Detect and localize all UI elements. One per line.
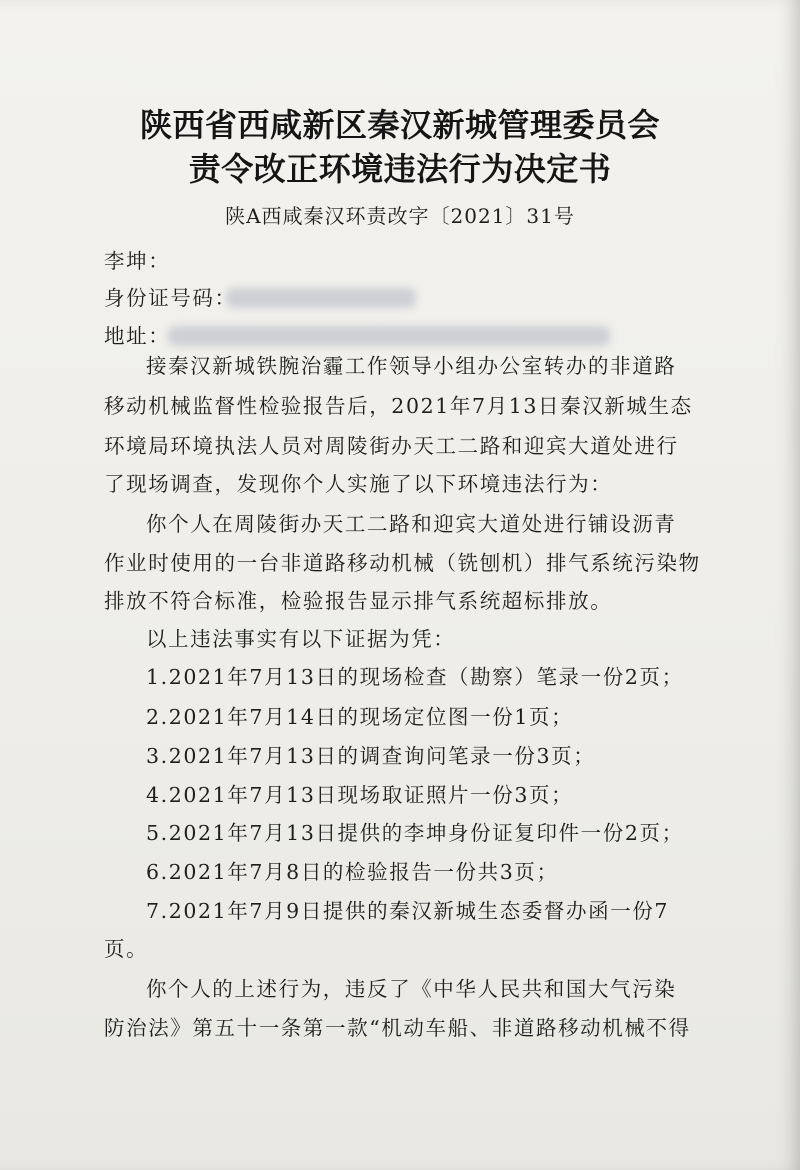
redacted-id-number [226,288,416,308]
body-line-3: 环境局环境执法人员对周陵街办天工二路和迎宾大道处进行 [104,434,679,458]
evidence-item-5: 5.2021年7月13日提供的李坤身份证复印件一份2页； [146,821,684,845]
redacted-address [168,326,610,346]
id-number-label: 身份证号码： [104,286,237,310]
violation-line-2: 防治法》第五十一条第一款“机动车船、非道路移动机械不得 [104,1016,691,1040]
body-line-7: 排放不符合标准，检验报告显示排气系统超标排放。 [104,589,613,613]
evidence-item-3: 3.2021年7月13日的调查询问笔录一份3页； [146,744,596,768]
evidence-item-2: 2.2021年7月14日的现场定位图一份1页； [146,705,574,729]
evidence-intro: 以上违法事实有以下证据为凭： [146,627,456,651]
evidence-item-1: 1.2021年7月13日的现场检查（勘察）笔录一份2页； [146,665,684,689]
evidence-item-7: 7.2021年7月9日提供的秦汉新城生态委督办函一份7 [146,899,670,923]
address-label: 地址： [104,324,171,348]
body-line-2: 移动机械监督性检验报告后，2021年7月13日秦汉新城生态 [104,394,693,418]
body-line-5: 你个人在周陵街办天工二路和迎宾大道处进行铺设沥青 [146,512,677,536]
document-number: 陕A西咸秦汉环责改字〔2021〕31号 [225,204,575,228]
evidence-item-7-cont: 页。 [104,937,149,961]
document-title-line2: 责令改正环境违法行为决定书 [188,150,612,188]
name-label: 李坤： [104,249,171,273]
evidence-item-4: 4.2021年7月13日现场取证照片一份3页； [146,783,574,807]
body-line-4: 了现场调查，发现你个人实施了以下环境违法行为： [104,472,613,496]
body-line-6: 作业时使用的一台非道路移动机械（铣刨机）排气系统污染物 [104,551,701,575]
document-title-line1: 陕西省西咸新区秦汉新城管理委员会 [139,106,660,144]
evidence-item-6: 6.2021年7月8日的检验报告一份共3页； [146,860,559,884]
violation-line-1: 你个人的上述行为，违反了《中华人民共和国大气污染 [146,977,677,1001]
body-line-1: 接秦汉新城铁腕治霾工作领导小组办公室转办的非道路 [146,354,677,378]
